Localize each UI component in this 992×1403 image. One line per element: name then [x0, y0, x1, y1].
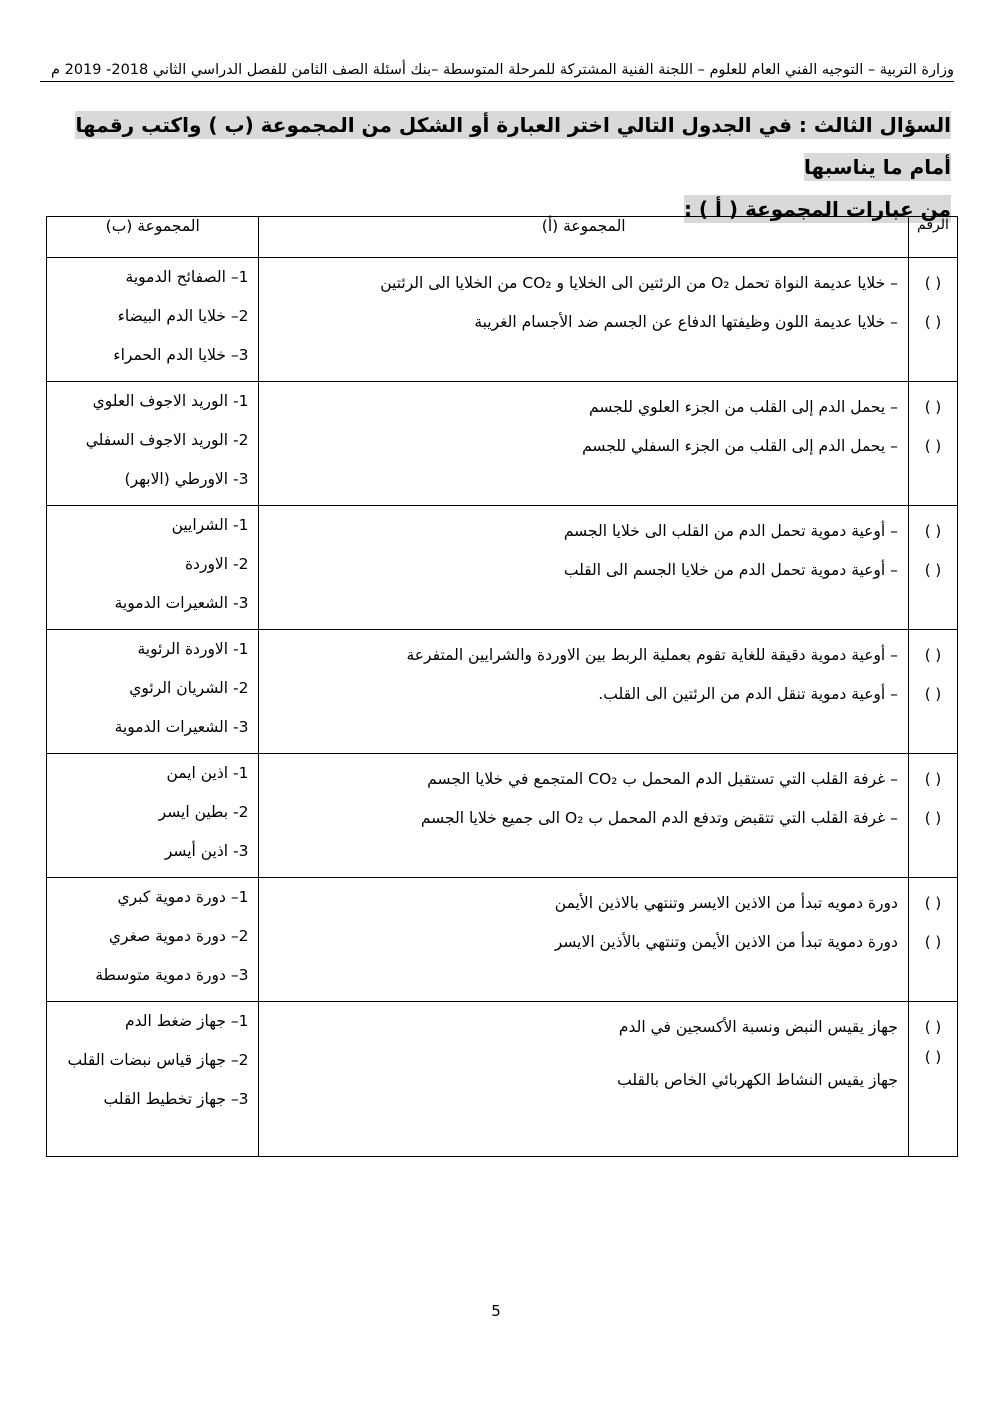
answer-cell: [908, 754, 957, 878]
group-b-option: 3- الشعيرات الدموية: [114, 718, 249, 736]
group-a-statement: – يحمل الدم إلى القلب من الجزء العلوي للجسم: [589, 398, 898, 416]
group-b-option: 1- الوريد الاجوف العلوي: [92, 392, 249, 410]
group-a-cell: [259, 258, 908, 382]
group-b-option: 2- الاوردة: [184, 555, 249, 573]
answer-cell: [908, 382, 957, 506]
group-a-cell: [259, 382, 908, 506]
answer-blank[interactable]: ( ): [924, 313, 942, 331]
question-line-2: من عبارات المجموعة ( أ ) :: [683, 197, 951, 221]
group-a-statement: – يحمل الدم إلى القلب من الجزء السفلي للجسم: [582, 437, 898, 455]
question-title: [51, 104, 951, 230]
group-a-statement: – غرفة القلب التي تتقبض وتدفع الدم المحمل ب O₂ الى جميع خلايا الجسم: [420, 809, 898, 827]
group-a-statement: – أوعية دموية دقيقة للغاية تقوم بعملية الربط بين الاوردة والشرايين المتفرعة: [406, 646, 898, 664]
group-a-statement: دورة دمويه تبدأ من الاذين الايسر وتنتهي بالاذين الأيمن: [554, 894, 898, 912]
answer-cell: [908, 506, 957, 630]
group-b-option: 1– الصفائح الدموية: [125, 268, 249, 286]
answer-blank[interactable]: ( ): [924, 770, 942, 788]
group-a-statement: جهاز يقيس النشاط الكهربائي الخاص بالقلب: [617, 1071, 898, 1089]
page-header: وزارة التربية – التوجيه الفني العام للعلوم – اللجنة الفنية المشتركة للمرحلة المتوسطة –بنك أسئلة الصف الثامن للفصل الدراسي الثاني 2018- 2019 م: [40, 60, 954, 82]
answer-blank[interactable]: ( ): [924, 398, 942, 416]
group-b-option: 2– خلايا الدم البيضاء: [117, 307, 249, 325]
answer-blank[interactable]: ( ): [924, 646, 942, 664]
answer-cell: [908, 1002, 957, 1157]
table-row: [47, 1002, 958, 1157]
answer-cell: [908, 878, 957, 1002]
group-b-option: 1- اذين ايمن: [166, 764, 249, 782]
matching-table: [46, 216, 958, 1157]
group-b-option: 3- الاورطي (الابهر): [124, 470, 249, 488]
group-b-option: 3– خلايا الدم الحمراء: [113, 346, 249, 364]
group-b-option: 1– جهاز ضغط الدم: [125, 1012, 249, 1030]
group-a-cell: [259, 754, 908, 878]
answer-blank[interactable]: ( ): [924, 561, 942, 579]
table-row: [47, 754, 958, 878]
page-number: 5: [491, 1302, 501, 1320]
group-a-cell: [259, 506, 908, 630]
group-b-option: 3– جهاز تخطيط القلب: [103, 1090, 249, 1108]
header-group-a: المجموعة (أ): [259, 217, 908, 258]
group-a-cell: [259, 1002, 908, 1157]
group-a-statement: جهاز يقيس النبض ونسبة الأكسجين في الدم: [618, 1018, 898, 1036]
group-b-option: 2- الوريد الاجوف السفلي: [85, 431, 249, 449]
answer-blank[interactable]: ( ): [924, 437, 942, 455]
question-line-1: السؤال الثالث : في الجدول التالي اختر العبارة أو الشكل من المجموعة (ب ) واكتب رقمها أمام ما يناسبها: [75, 113, 951, 179]
group-b-option: 2– دورة دموية صغري: [108, 927, 249, 945]
table-row: [47, 258, 958, 382]
answer-blank[interactable]: ( ): [924, 894, 942, 912]
group-b-option: 1– دورة دموية كبري: [117, 888, 249, 906]
group-b-cell: [47, 382, 259, 506]
group-b-option: 3- اذين أيسر: [164, 842, 249, 860]
group-a-statement: – أوعية دموية تنقل الدم من الرئتين الى القلب.: [598, 685, 898, 703]
answer-blank[interactable]: ( ): [924, 685, 942, 703]
group-a-statement: دورة دموية تبدأ من الاذين الأيمن وتنتهي بالأذين الايسر: [554, 933, 898, 951]
group-b-option: 1- الشرايين: [171, 516, 249, 534]
table-row: [47, 630, 958, 754]
group-b-option: 2– جهاز قياس نبضات القلب: [67, 1051, 249, 1069]
group-b-cell: [47, 878, 259, 1002]
table-row: [47, 382, 958, 506]
group-b-option: 1- الاوردة الرئوية: [137, 640, 249, 658]
answer-blank[interactable]: ( ): [924, 274, 942, 292]
group-b-cell: [47, 630, 259, 754]
group-a-statement: – أوعية دموية تحمل الدم من خلايا الجسم الى القلب: [563, 561, 898, 579]
header-group-b: المجموعة (ب): [47, 217, 259, 258]
group-b-option: 2- بطين ايسر: [158, 803, 249, 821]
table-header-row: [47, 217, 958, 258]
group-a-statement: – أوعية دموية تحمل الدم من القلب الى خلايا الجسم: [563, 522, 898, 540]
group-b-cell: [47, 258, 259, 382]
answer-blank[interactable]: ( ): [924, 933, 942, 951]
group-b-option: 3– دورة دموية متوسطة: [95, 966, 249, 984]
answer-blank[interactable]: ( ): [924, 1048, 942, 1066]
group-b-option: 2- الشريان الرئوي: [129, 679, 249, 697]
group-b-cell: [47, 1002, 259, 1157]
group-a-cell: [259, 878, 908, 1002]
group-b-cell: [47, 754, 259, 878]
group-a-cell: [259, 630, 908, 754]
answer-blank[interactable]: ( ): [924, 809, 942, 827]
answer-cell: [908, 258, 957, 382]
header-number: الرقم: [908, 217, 957, 258]
group-b-option: 3- الشعيرات الدموية: [114, 594, 249, 612]
answer-blank[interactable]: ( ): [924, 522, 942, 540]
group-a-statement: – خلايا عديمة اللون وظيفتها الدفاع عن الجسم ضد الأجسام الغريبة: [474, 313, 898, 331]
group-a-statement: – خلايا عديمة النواة تحمل O₂ من الرئتين الى الخلايا و CO₂ من الخلايا الى الرئتين: [380, 274, 898, 292]
answer-blank[interactable]: ( ): [924, 1018, 942, 1036]
group-a-statement: – غرفة القلب التي تستقبل الدم المحمل ب CO₂ المتجمع في خلايا الجسم: [427, 770, 898, 788]
group-b-cell: [47, 506, 259, 630]
answer-cell: [908, 630, 957, 754]
table-row: [47, 506, 958, 630]
table-row: [47, 878, 958, 1002]
